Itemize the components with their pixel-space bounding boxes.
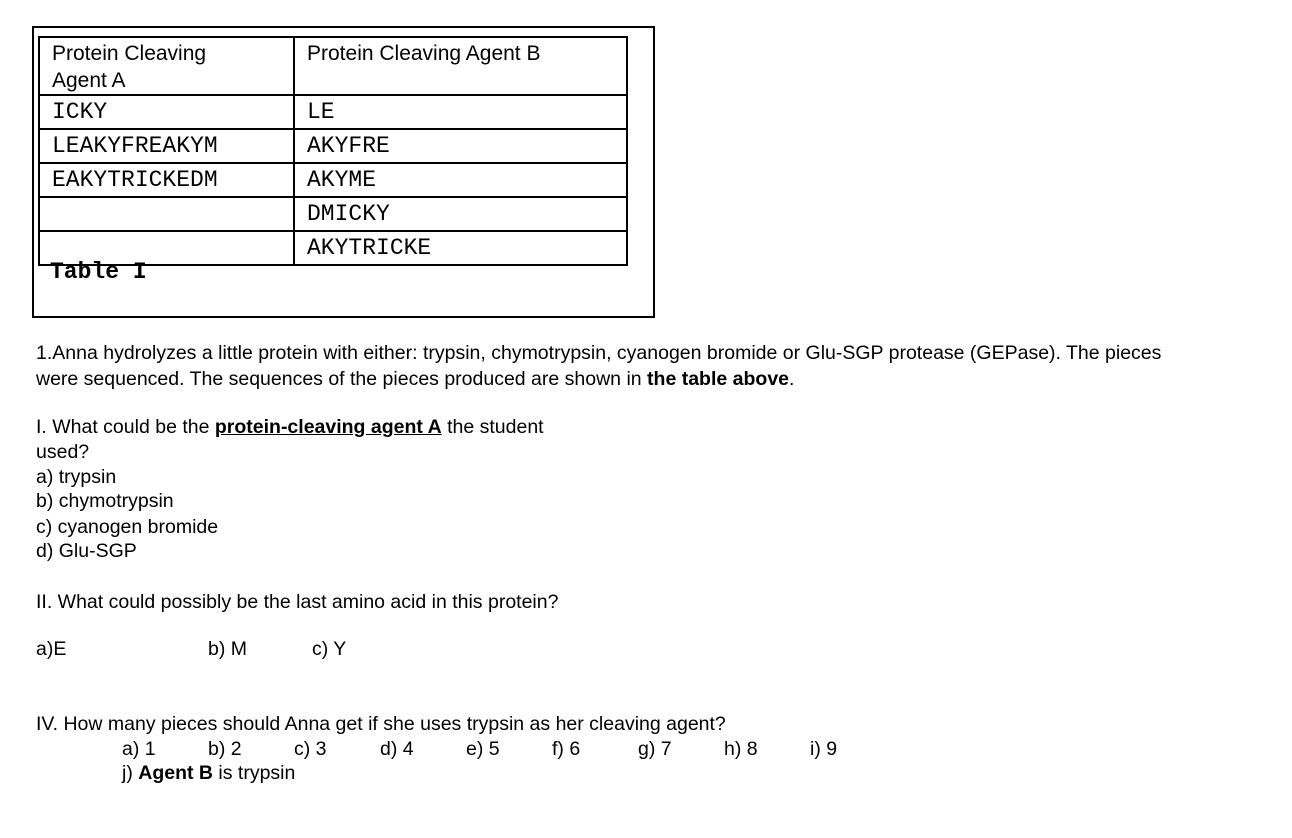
q4-option-i: i) 9 bbox=[810, 738, 838, 760]
question-4-prompt: IV. How many pieces should Anna get if she uses trypsin as her cleaving agent? bbox=[36, 713, 726, 735]
q4-option-h: h) 8 bbox=[724, 738, 758, 760]
intro-line-2: were sequenced. The sequences of the pieces produced are shown in the table above. bbox=[36, 368, 795, 390]
header-agent-b: Protein Cleaving Agent B bbox=[294, 37, 627, 95]
q4-option-e: e) 5 bbox=[466, 738, 500, 760]
q4-option-j: j) Agent B is trypsin bbox=[122, 762, 296, 784]
cell-agent-a bbox=[39, 197, 294, 231]
table-row bbox=[39, 129, 627, 163]
table-row bbox=[39, 163, 627, 197]
peptide-table bbox=[38, 36, 628, 266]
header-agent-a: Protein Cleaving Agent A bbox=[39, 37, 294, 95]
cell-agent-b: AKYTRICKE bbox=[294, 231, 627, 265]
table-row bbox=[39, 197, 627, 231]
q4-option-f: f) 6 bbox=[552, 738, 581, 760]
q2-option-a: a)E bbox=[36, 638, 67, 660]
q4-option-g: g) 7 bbox=[638, 738, 672, 760]
cell-agent-a: ICKY bbox=[39, 95, 294, 129]
intro-line-1: 1.Anna hydrolyzes a little protein with either: trypsin, chymotrypsin, cyanogen bromide or Glu-SGP protease (GEPase). The pieces bbox=[36, 342, 1162, 364]
question-2-prompt: II. What could possibly be the last amino acid in this protein? bbox=[36, 591, 559, 613]
cell-agent-b: AKYME bbox=[294, 163, 627, 197]
cell-agent-b: DMICKY bbox=[294, 197, 627, 231]
q2-option-c: c) Y bbox=[312, 638, 347, 660]
q4-option-a: a) 1 bbox=[122, 738, 156, 760]
question-1-prompt: I. What could be the protein-cleaving agent A the student bbox=[36, 416, 544, 438]
cell-agent-a: EAKYTRICKEDM bbox=[39, 163, 294, 197]
cell-agent-b: LE bbox=[294, 95, 627, 129]
q2-option-b: b) M bbox=[208, 638, 247, 660]
q1-option-d: d) Glu-SGP bbox=[36, 540, 137, 562]
table-caption: Table I bbox=[50, 259, 147, 285]
cell-agent-a: LEAKYFREAKYM bbox=[39, 129, 294, 163]
q1-option-c: c) cyanogen bromide bbox=[36, 516, 219, 538]
cell-agent-b: AKYFRE bbox=[294, 129, 627, 163]
question-1-prompt-cont: used? bbox=[36, 441, 90, 463]
q1-option-b: b) chymotrypsin bbox=[36, 490, 174, 512]
q4-option-d: d) 4 bbox=[380, 738, 414, 760]
table-row bbox=[39, 95, 627, 129]
table-header-row bbox=[39, 37, 627, 95]
q1-option-a: a) trypsin bbox=[36, 466, 117, 488]
q4-option-c: c) 3 bbox=[294, 738, 327, 760]
q4-option-b: b) 2 bbox=[208, 738, 242, 760]
